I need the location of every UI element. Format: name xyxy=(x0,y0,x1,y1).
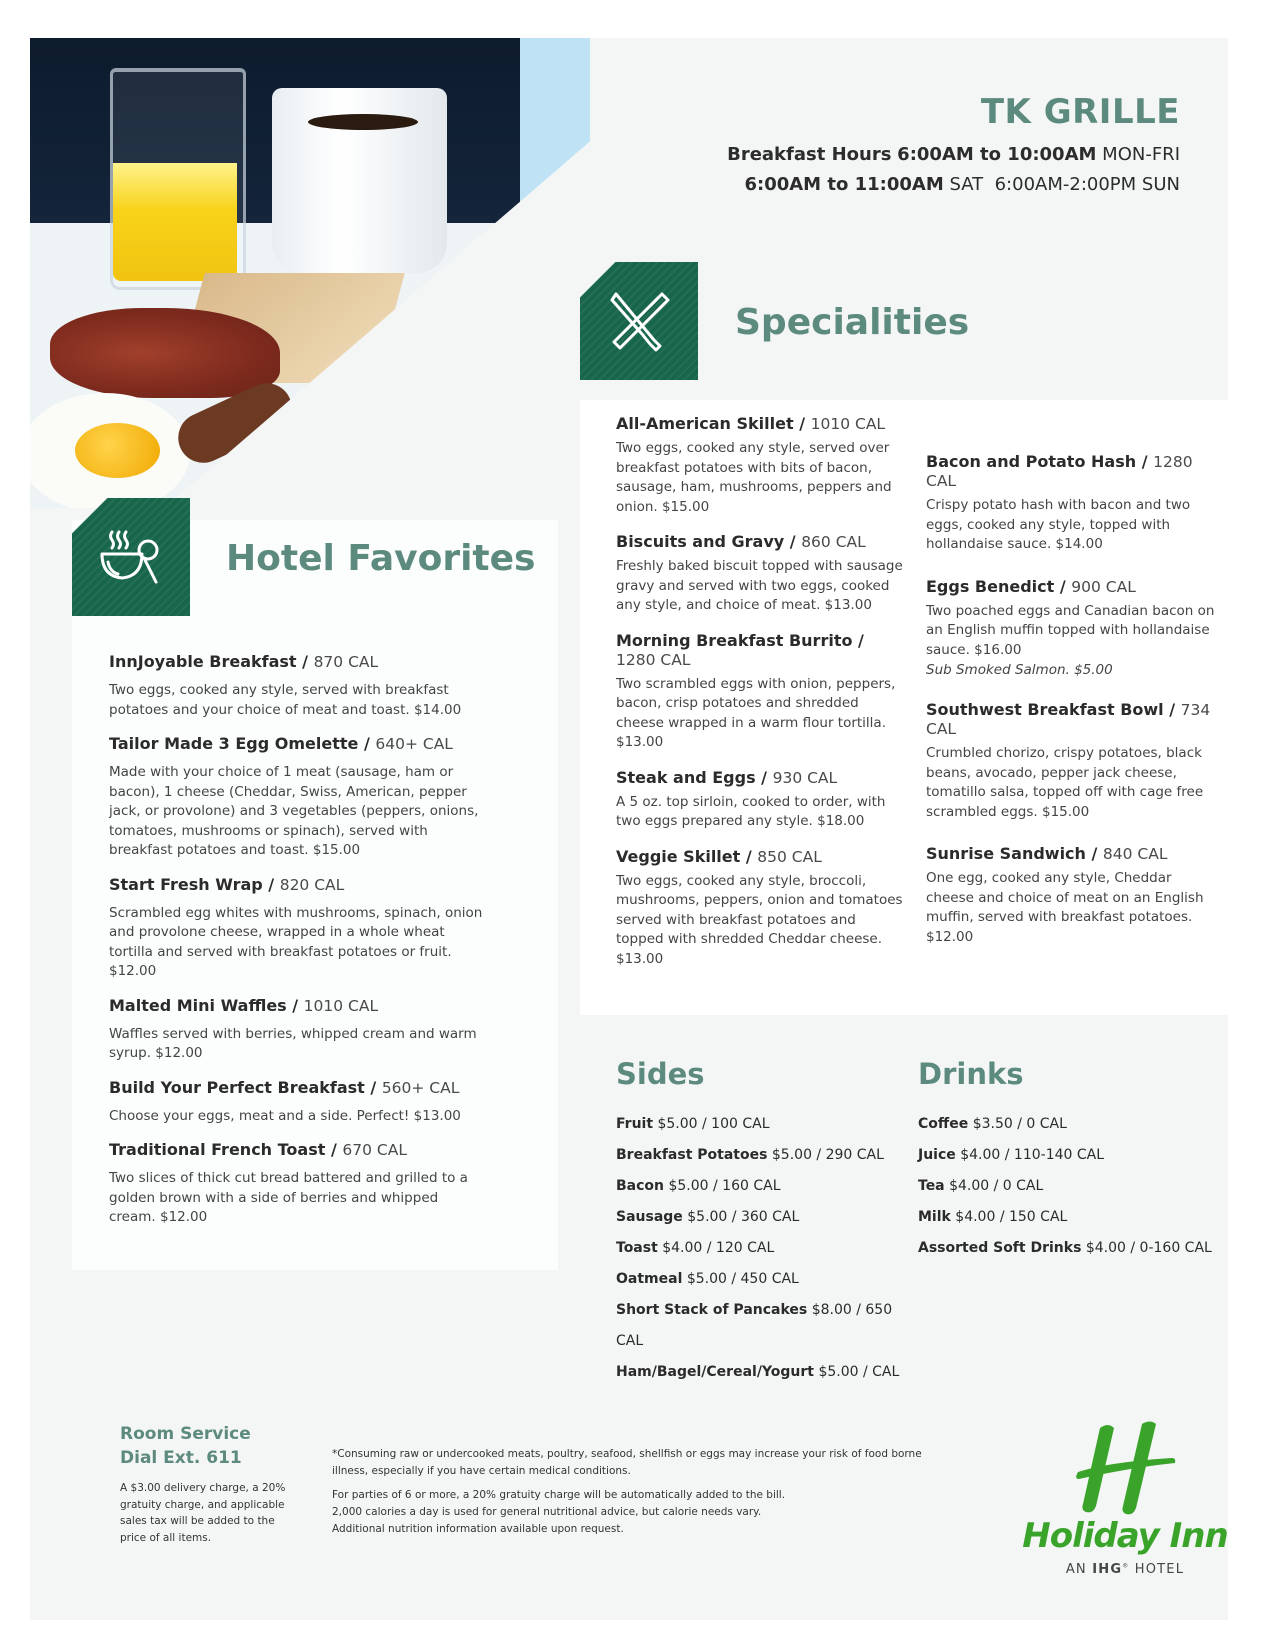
item-description: Two eggs, cooked any style, served with breakfast potatoes and your choice of meat and toast. $14.00 xyxy=(109,682,462,718)
specialities-left-column xyxy=(616,414,906,984)
specialities-title: Specialities xyxy=(735,302,970,343)
breakfast-photo xyxy=(30,38,590,508)
item-name: InnJoyable Breakfast xyxy=(109,652,297,671)
item-name: Start Fresh Wrap xyxy=(109,874,263,894)
item-name: Eggs Benedict xyxy=(926,576,1055,596)
menu-item: Southwest Breakfast Bowl / 734 CAL Crumbled chorizo, crispy potatoes, black beans, avocado, pepper jack cheese, tomatillo salsa, topped off with cage free scrambled eggs. $15.00 xyxy=(926,700,1216,822)
drink-item: Coffee $3.50 / 0 CAL xyxy=(918,1116,1067,1132)
item-name: Tailor Made 3 Egg Omelette xyxy=(109,734,359,753)
item-description: Two scrambled eggs with onion, peppers, bacon, crisp potatoes and shredded cheese wrapped in a warm flour tortilla. $13.00 xyxy=(616,675,896,750)
item-description: Two eggs, cooked any style, broccoli, mushrooms, peppers, onion and tomatoes served with breakfast potatoes and topped with shredded Cheddar cheese. $13.00 xyxy=(616,872,903,967)
steaming-bowl-spoon-icon xyxy=(94,520,168,594)
egg-yolk-image xyxy=(75,423,160,478)
item-name: All-American Skillet xyxy=(616,414,794,433)
menu-item: Build Your Perfect Breakfast / 560+ CAL Choose your eggs, meat and a side. Perfect! $13.00 xyxy=(109,1078,489,1127)
restaurant-header xyxy=(727,92,1180,200)
side-item: Bacon $5.00 / 160 CAL xyxy=(616,1178,781,1194)
side-item: Breakfast Potatoes $5.00 / 290 CAL xyxy=(616,1147,884,1163)
sides-title: Sides xyxy=(616,1057,705,1091)
room-service-info xyxy=(120,1422,295,1546)
item-description: Made with your choice of 1 meat (sausage, ham or bacon), 1 cheese (Cheddar, Swiss, American, pepper jack, or provolone) and 3 vegetables (peppers, onions, tomatoes, mushrooms or spinach), served with breakfast potatoes and toast. $15.00 xyxy=(109,764,479,858)
item-calories: 860 CAL xyxy=(801,533,866,551)
side-item: Oatmeal $5.00 / 450 CAL xyxy=(616,1271,799,1287)
coffee-image xyxy=(308,114,418,130)
room-service-note: A $3.00 delivery charge, a 20% gratuity charge, and applicable sales tax will be added to the price of all items. xyxy=(120,1482,286,1544)
side-item: Fruit $5.00 / 100 CAL xyxy=(616,1116,770,1132)
item-description: Two slices of thick cut bread battered and grilled to a golden brown with a side of berries and whipped cream. $12.00 xyxy=(109,1170,468,1225)
nutrition-note: Additional nutrition information available upon request. xyxy=(332,1523,624,1535)
item-calories: 1010 CAL xyxy=(303,996,379,1015)
room-service-heading: Room Service xyxy=(120,1424,251,1444)
item-name: Veggie Skillet xyxy=(616,846,741,866)
restaurant-title: TK GRILLE xyxy=(980,92,1180,132)
item-calories: 1280 CAL xyxy=(616,650,691,669)
item-substitution-note: Sub Smoked Salmon. $5.00 xyxy=(926,662,1113,678)
item-description: A 5 oz. top sirloin, cooked to order, with two eggs prepared any style. $18.00 xyxy=(616,793,886,829)
item-name: Build Your Perfect Breakfast xyxy=(109,1077,365,1097)
menu-item: Morning Breakfast Burrito / 1280 CAL Two scrambled eggs with onion, peppers, bacon, crisp potatoes and shredded cheese wrapped in a warm flour tortilla. $13.00 xyxy=(616,631,906,753)
menu-item: Traditional French Toast / 670 CAL Two slices of thick cut bread battered and grilled to a golden brown with a side of berries and whipped cream. $12.00 xyxy=(109,1140,489,1228)
item-calories: 850 CAL xyxy=(757,847,822,866)
sides-section xyxy=(616,1057,916,1388)
side-item: Ham/Bagel/Cereal/Yogurt $5.00 / CAL xyxy=(616,1364,900,1380)
sunday-day: SUN xyxy=(1141,174,1180,195)
orange-juice-image xyxy=(113,163,237,281)
item-calories: 840 CAL xyxy=(1102,845,1168,863)
weekday-hours: 6:00AM to 10:00AM xyxy=(897,144,1097,165)
drinks-section xyxy=(918,1057,1218,1264)
sunday-hours: 6:00AM-2:00PM xyxy=(994,174,1137,195)
item-name: Traditional French Toast xyxy=(109,1140,326,1159)
item-name: Morning Breakfast Burrito xyxy=(616,630,853,650)
side-item: Short Stack of Pancakes $8.00 / 650 CAL xyxy=(616,1302,893,1349)
holiday-inn-logo xyxy=(1020,1420,1230,1577)
menu-item: Bacon and Potato Hash / 1280 CAL Crispy potato hash with bacon and two eggs, cooked any style, topped with hollandaise sauce. $14.00 xyxy=(926,452,1216,555)
menu-item: Eggs Benedict / 900 CAL Two poached eggs and Canadian bacon on an English muffin topped with hollandaise sauce. $16.00 Sub Smoked Salmon. $5.00 xyxy=(926,576,1215,678)
specialities-badge xyxy=(580,262,698,380)
item-name: Bacon and Potato Hash xyxy=(926,452,1137,471)
item-description: Crispy potato hash with bacon and two eggs, cooked any style, topped with hollandaise sauce. $14.00 xyxy=(926,497,1191,552)
item-calories: 820 CAL xyxy=(279,875,345,894)
item-description: Two poached eggs and Canadian bacon on an English muffin topped with hollandaise sauce. $16.00 xyxy=(926,602,1215,658)
menu-item: Tailor Made 3 Egg Omelette / 640+ CAL Made with your choice of 1 meat (sausage, ham or bacon), 1 cheese (Cheddar, Swiss, American, pepper jack, or provolone) and 3 vegetables (peppers, onions, tomatoes, mushrooms or spinach), served with breakfast potatoes and toast. $15.00 xyxy=(109,734,489,861)
hours-label: Breakfast Hours xyxy=(727,144,892,165)
hotel-favorites-list xyxy=(109,652,489,1243)
item-calories: 900 CAL xyxy=(1071,577,1136,596)
menu-item: Malted Mini Waffles / 1010 CAL Waffles served with berries, whipped cream and warm syrup. $12.00 xyxy=(109,996,489,1064)
item-calories: 1280 CAL xyxy=(926,453,1193,490)
menu-item: Steak and Eggs / 930 CAL A 5 oz. top sirloin, cooked to order, with two eggs prepared any style. $18.00 xyxy=(616,768,906,832)
item-calories: 670 CAL xyxy=(342,1141,407,1159)
side-item: Sausage $5.00 / 360 CAL xyxy=(616,1209,800,1225)
brand-name: Holiday Inn xyxy=(1022,1516,1228,1556)
item-description: Choose your eggs, meat and a side. Perfect! $13.00 xyxy=(109,1107,461,1124)
menu-item: Biscuits and Gravy / 860 CAL Freshly baked biscuit topped with sausage gravy and served with two eggs, cooked any style, and choice of meat. $13.00 xyxy=(616,532,906,616)
item-calories: 870 CAL xyxy=(313,653,379,671)
item-description: Scrambled egg whites with mushrooms, spinach, onion and provolone cheese, wrapped in a whole wheat tortilla and served with breakfast potatoes or fruit. $12.00 xyxy=(109,904,483,979)
saturday-hours: 6:00AM to 11:00AM xyxy=(744,174,944,195)
hours-line-weekday xyxy=(727,140,1180,170)
item-description: One egg, cooked any style, Cheddar cheese and choice of meat on an English muffin, served with breakfast potatoes. $12.00 xyxy=(926,870,1204,945)
saturday-day: SAT xyxy=(949,174,984,195)
side-item: Toast $4.00 / 120 CAL xyxy=(616,1240,775,1256)
item-description: Two eggs, cooked any style, served over breakfast potatoes with bits of bacon, sausage, ham, mushrooms, peppers and onion. $15.00 xyxy=(616,440,892,515)
item-name: Malted Mini Waffles xyxy=(109,995,287,1015)
menu-item: Start Fresh Wrap / 820 CAL Scrambled egg whites with mushrooms, spinach, onion and provolone cheese, wrapped in a whole wheat tortilla and served with breakfast potatoes or fruit. $12.00 xyxy=(109,875,489,982)
calorie-note: 2,000 calories a day is used for general nutritional advice, but calorie needs vary. xyxy=(332,1506,762,1518)
item-name: Sunrise Sandwich xyxy=(926,844,1086,863)
item-calories: 640+ CAL xyxy=(375,735,453,753)
hours-line-weekend xyxy=(727,170,1180,200)
raw-food-warning: *Consuming raw or undercooked meats, poultry, seafood, shellfish or eggs may increase your risk of food borne illness, especially if you have certain medical conditions. xyxy=(332,1448,922,1477)
item-name: Biscuits and Gravy xyxy=(616,532,785,551)
drinks-title: Drinks xyxy=(918,1057,1024,1091)
drink-item: Milk $4.00 / 150 CAL xyxy=(918,1209,1068,1225)
holiday-inn-h-icon xyxy=(1070,1420,1180,1520)
hotel-favorites-title: Hotel Favorites xyxy=(226,538,536,579)
bacon-image xyxy=(50,308,280,398)
drink-item: Assorted Soft Drinks $4.00 / 0-160 CAL xyxy=(918,1240,1212,1256)
menu-item: InnJoyable Breakfast / 870 CAL Two eggs, cooked any style, served with breakfast potatoes and your choice of meat and toast. $14.00 xyxy=(109,652,489,720)
drink-item: Juice $4.00 / 110-140 CAL xyxy=(918,1147,1105,1163)
item-name: Southwest Breakfast Bowl xyxy=(926,700,1164,719)
weekday-days: MON-FRI xyxy=(1102,144,1180,165)
item-description: Freshly baked biscuit topped with sausage gravy and served with two eggs, cooked any style, and choice of meat. $13.00 xyxy=(616,558,903,613)
item-name: Steak and Eggs xyxy=(616,767,756,787)
brand-tagline: AN IHG® HOTEL xyxy=(1065,1562,1185,1577)
item-calories: 560+ CAL xyxy=(381,1078,460,1097)
disclaimer xyxy=(332,1446,922,1538)
menu-item: All-American Skillet / 1010 CAL Two eggs, cooked any style, served over breakfast potatoes with bits of bacon, sausage, ham, mushrooms, peppers and onion. $15.00 xyxy=(616,414,906,517)
hotel-favorites-badge xyxy=(72,498,190,616)
knife-fork-icon xyxy=(602,284,676,358)
specialities-right-column xyxy=(926,452,1216,962)
menu-item: Sunrise Sandwich / 840 CAL One egg, cooked any style, Cheddar cheese and choice of meat on an English muffin, served with breakfast potatoes. $12.00 xyxy=(926,844,1216,947)
gratuity-note: For parties of 6 or more, a 20% gratuity charge will be automatically added to the bill. xyxy=(332,1489,786,1501)
drink-item: Tea $4.00 / 0 CAL xyxy=(918,1178,1044,1194)
item-description: Waffles served with berries, whipped cream and warm syrup. $12.00 xyxy=(109,1025,477,1061)
item-calories: 1010 CAL xyxy=(810,415,886,433)
room-service-extension: Dial Ext. 611 xyxy=(120,1448,242,1468)
item-calories: 734 CAL xyxy=(926,701,1211,738)
menu-item: Veggie Skillet / 850 CAL Two eggs, cooked any style, broccoli, mushrooms, peppers, onion and tomatoes served with breakfast potatoes and topped with shredded Cheddar cheese. $13.00 xyxy=(616,847,906,970)
item-calories: 930 CAL xyxy=(772,768,838,787)
item-description: Crumbled chorizo, crispy potatoes, black beans, avocado, pepper jack cheese, tomatillo salsa, topped off with cage free scrambled eggs. $15.00 xyxy=(926,745,1204,820)
